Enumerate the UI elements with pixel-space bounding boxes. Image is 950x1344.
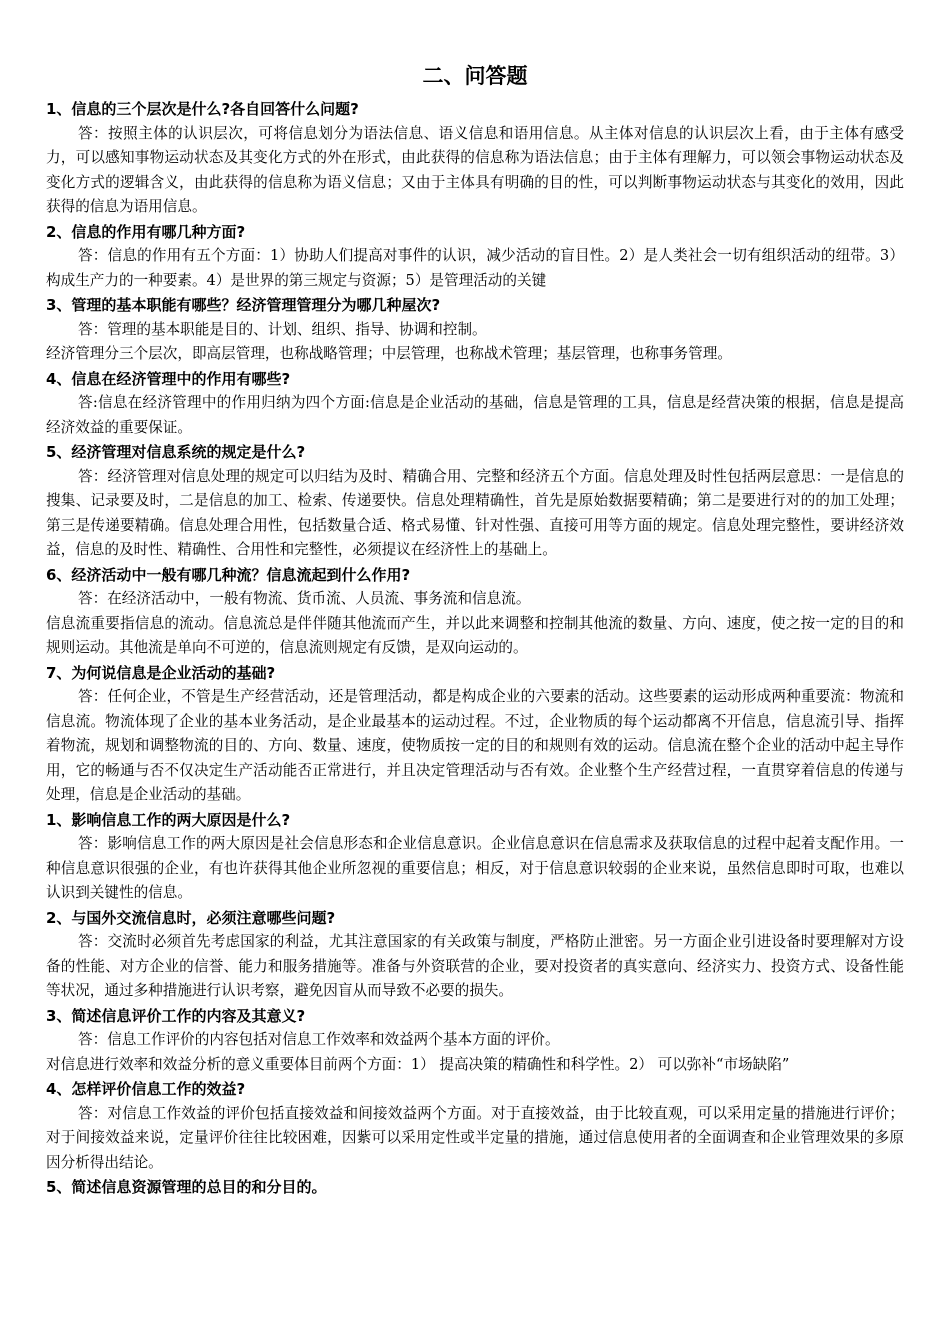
qa-item xyxy=(46,293,904,367)
qa-list xyxy=(46,97,904,1200)
question-heading: 3、简述信息评价工作的内容及其意义? xyxy=(46,1006,306,1025)
qa-item xyxy=(46,1004,904,1078)
question-heading: 2、与国外交流信息时，必须注意哪些问题? xyxy=(46,908,336,927)
qa-item xyxy=(46,367,904,441)
qa-item xyxy=(46,563,904,661)
qa-item xyxy=(46,661,904,808)
qa-item xyxy=(46,97,904,220)
qa-item xyxy=(46,906,904,1004)
question-heading: 1、信息的三个层次是什么?各自回答什么问题? xyxy=(46,100,359,118)
qa-item xyxy=(46,1077,904,1175)
answer-paragraph: 信息流重要指信息的流动。信息流总是伴伴随其他流而产生，并以此来调整和控制其他流的数量、方向、速度，使之按一定的目的和规则运动。其他流是单向不可逆的，信息流则规定有反馈，是双向运动的。 xyxy=(46,614,904,656)
answer-paragraph: 答:信息在经济管理中的作用归纳为四个方面:信息是企业活动的基础，信息是管理的工具，信息是经营决策的根据，信息是提高经济效益的重要保证。 xyxy=(46,394,904,436)
question-heading: 2、信息的作用有哪几种方面? xyxy=(46,222,246,241)
qa-item xyxy=(46,1175,904,1200)
qa-item xyxy=(46,220,904,294)
answer-paragraph: 答：管理的基本职能是目的、计划、组织、指导、协调和控制。 xyxy=(78,320,487,338)
qa-item xyxy=(46,808,904,906)
page-title: 二、问答题 xyxy=(422,64,528,88)
answer-paragraph: 答：任何企业，不管是生产经营活动，还是管理活动，都是构成企业的六要素的活动。这些要素的运动形成两种重要流：物流和信息流。物流体现了企业的基本业务活动，是企业最基本的运动过程。不过，企业物质的每个运动都离不开信息，信息流引导、指挥着物流，规划和调整物流的目的、方向、数量、速度，使物质按一定的目的和规则有效的运动。信息流在整个企业的活动中起主导作用，它的畅通与否不仅决定生产活动能否正常进行，并且决定管理活动与否有效。企业整个生产经营过程，一直贯穿着信息的传递与处理，信息是企业活动的基础。 xyxy=(46,688,904,803)
answer-paragraph: 答：按照主体的认识层次，可将信息划分为语法信息、语义信息和语用信息。从主体对信息的认识层次上看，由于主体有感受力，可以感知事物运动状态及其变化方式的外在形式，由此获得的信息称为语法信息；由于主体有理解力，可以领会事物运动状态及变化方式的逻辑含义，由此获得的信息称为语义信息；又由于主体具有明确的目的性，可以判断事物运动状态与其变化的效用，因此获得的信息为语用信息。 xyxy=(46,124,904,215)
answer-paragraph: 答：信息的作用有五个方面：1）协助人们提高对事件的认识，减少活动的盲目性。2）是人类社会一切有组织活动的纽带。3）构成生产力的一种要素。4）是世界的第三规定与资源；5）是管理活动的关键 xyxy=(46,247,904,289)
question-heading: 5、经济管理对信息系统的规定是什么? xyxy=(46,443,306,461)
question-heading: 4、怎样评价信息工作的效益? xyxy=(46,1080,246,1098)
answer-paragraph: 经济管理分三个层次，即高层管理，也称战略管理；中层管理，也称战术管理；基层管理，也称事务管理。 xyxy=(46,345,732,362)
question-heading: 1、影响信息工作的两大原因是什么? xyxy=(46,810,291,829)
answer-paragraph: 答：信息工作评价的内容包括对信息工作效率和效益两个基本方面的评价。 xyxy=(78,1031,560,1048)
answer-paragraph: 答：经济管理对信息处理的规定可以归结为及时、精确合用、完整和经济五个方面。信息处理及时性包括两层意思：一是信息的搜集、记录要及时，二是信息的加工、检索、传递要快。信息处理精确性，首先是原始数据要精确；第二是要进行对的的加工处理；第三是传递要精确。信息处理合用性，包括数量合适、格式易懂、针对性强、直接可用等方面的规定。信息处理完整性，要讲经济效益，信息的及时性、精确性、合用性和完整性，必须提议在经济性上的基础上。 xyxy=(46,467,904,558)
qa-item xyxy=(46,440,904,563)
question-heading: 6、经济活动中一般有哪几种流？信息流起到什么作用? xyxy=(46,565,411,584)
question-heading: 3、管理的基本职能有哪些？经济管理管理分为哪几种屋次? xyxy=(46,296,441,314)
answer-paragraph: 答：在经济活动中，一般有物流、货币流、人员流、事务流和信息流。 xyxy=(78,590,531,607)
question-heading: 7、为何说信息是企业活动的基础? xyxy=(46,663,276,682)
document-page xyxy=(46,58,904,1200)
answer-paragraph: 答：对信息工作效益的评价包括直接效益和间接效益两个方面。对于直接效益，由于比较直观，可以采用定量的措施进行评价；对于间接效益来说，定量评价往往比较困难，因紫可以采用定性或半定量的措施，通过信息使用者的全面调查和企业管理效果的多原因分析得出结论。 xyxy=(46,1104,904,1171)
answer-paragraph: 对信息进行效率和效益分析的意义重要体目前两个方面：1） 提高决策的精确性和科学性。2） 可以弥补“市场缺陷” xyxy=(46,1055,790,1073)
answer-paragraph: 答：交流时必须首先考虑国家的利益，尤其注意国家的有关政策与制度，严格防止泄密。另一方面企业引进设备时要理解对方设备的性能、对方企业的信誉、能力和服务措施等。准备与外资联营的企业，要对投资者的真实意向、经济实力、投资方式、设备性能等状况，通过多种措施进行认识考察，避免因盲从而导致不必要的损失。 xyxy=(46,933,904,999)
question-heading: 5、简述信息资源管理的总目的和分目的。 xyxy=(46,1178,327,1196)
answer-paragraph: 答：影响信息工作的两大原因是社会信息形态和企业信息意识。企业信息意识在信息需求及获取信息的过程中起着支配作用。一种信息意识很强的企业，有也许获得其他企业所忽视的重要信息；相反，对于信息意识较弱的企业来说，虽然信息即时可取，也难以认识到关键性的信息。 xyxy=(46,835,904,901)
question-heading: 4、信息在经济管理中的作用有哪些? xyxy=(46,369,291,388)
